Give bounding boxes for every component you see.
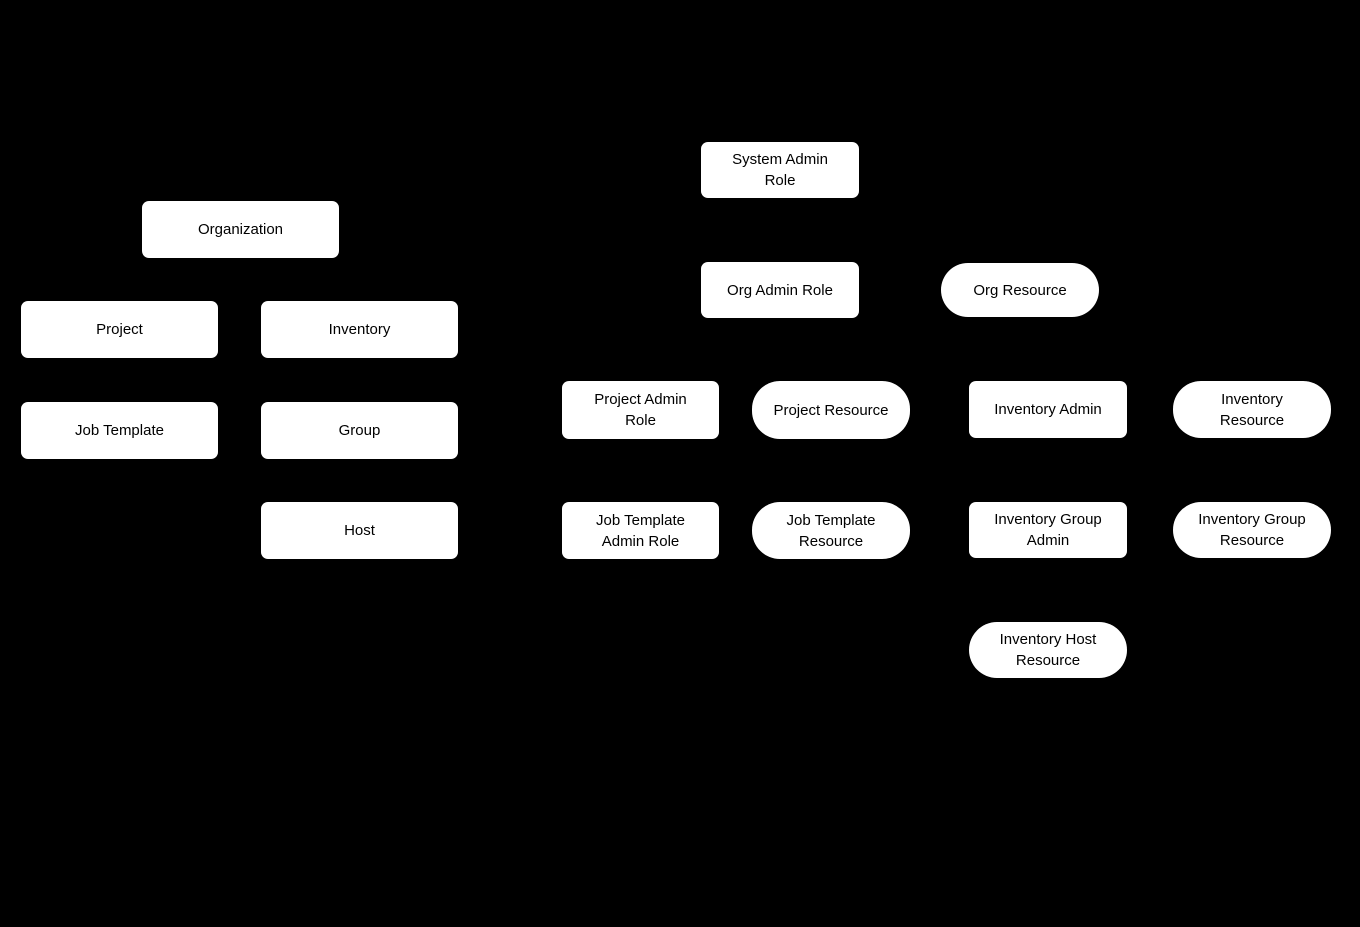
diagram-node-project-admin-role [562,381,719,439]
node-label-line: Resource [1219,532,1285,549]
diagram-node-inventory-group-admin [969,502,1127,558]
node-label-line: Job Template [596,511,685,529]
node-label-line: Job Template [786,511,876,529]
diagram-node-project [21,301,218,358]
node-label-line: Admin [1026,532,1070,549]
diagram-node-job-template-resource [752,502,910,559]
node-label-line: Resource [1219,411,1285,429]
node-label-line: Admin Role [601,532,680,550]
node-label-line: System Admin [732,151,828,168]
node-label-line: Project Resource [773,401,889,419]
diagram-node-organization [142,201,339,258]
diagram-node-inventory-resource [1173,381,1331,438]
node-label-line: Inventory Group [1198,511,1306,528]
node-label-line: Inventory Group [994,511,1102,528]
node-label-line: Host [344,522,375,539]
diagram-node-host [261,502,458,559]
node-label-line: Inventory [1221,390,1283,408]
diagram-node-group [261,402,458,459]
node-label-line: Resource [1015,652,1081,669]
diagram-node-inventory-host-resource [969,622,1127,678]
diagram-node-inventory-admin [969,381,1127,438]
node-label-line: Resource [798,532,864,550]
diagram-node-inventory-group-resource [1173,502,1331,558]
diagram-node-org-resource [941,263,1099,317]
node-label-line: Project [96,321,143,338]
diagram-node-project-resource [752,381,910,439]
node-label-line: Org Resource [973,281,1067,299]
node-label-line: Org Admin Role [727,281,833,299]
diagram-node-job-template-admin-role [562,502,719,559]
diagram-node-inventory [261,301,458,358]
diagram-node-job-template [21,402,218,459]
node-label-line: Inventory Admin [994,401,1102,418]
node-label-line: Role [625,412,656,429]
node-label-line: Project Admin [594,391,687,408]
node-label-line: Group [338,422,381,439]
diagram-node-org-admin-role [701,262,859,318]
node-label-line: Organization [197,221,284,238]
node-label-line: Role [764,172,796,189]
node-label-line: Inventory Host [999,631,1097,648]
diagram-node-system-admin-role [701,142,859,198]
node-label-line: Inventory [328,321,391,338]
node-label-line: Job Template [75,422,164,439]
